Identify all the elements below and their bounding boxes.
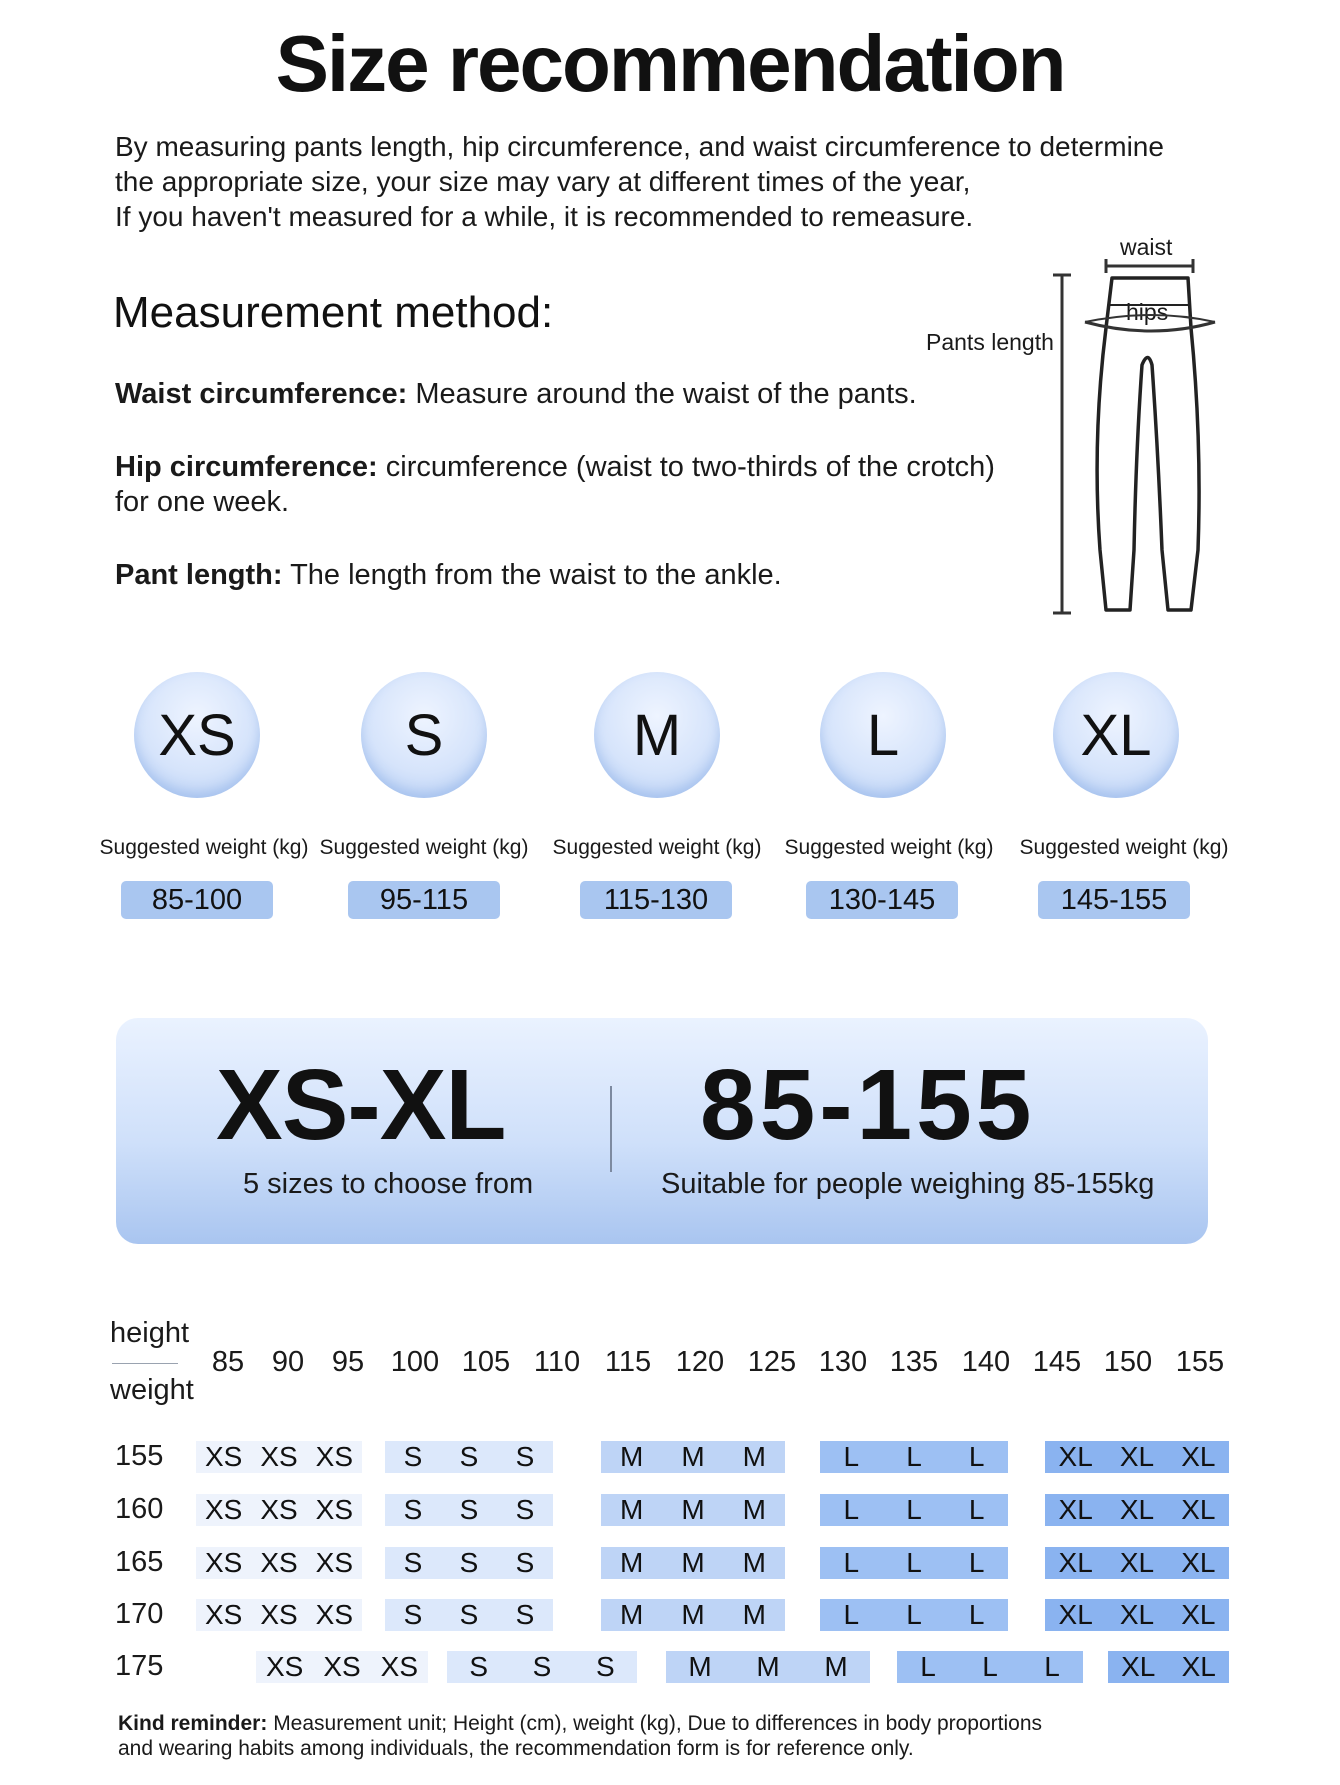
table-column-110: 110 bbox=[533, 1346, 581, 1378]
size-cell-m: M bbox=[681, 1494, 705, 1525]
size-cell-xs: XS bbox=[204, 1599, 243, 1630]
table-row bbox=[1108, 1651, 1229, 1683]
size-cell-s: S bbox=[532, 1651, 552, 1682]
table-header-height: height bbox=[110, 1317, 190, 1349]
intro-line-1: By measuring pants length, hip circumference, and waist circumference to determine bbox=[115, 131, 1164, 162]
size-cell-l: L bbox=[906, 1547, 922, 1578]
table-row bbox=[1045, 1547, 1229, 1579]
size-cell-xs: XS bbox=[265, 1651, 304, 1682]
size-cell-l: L bbox=[843, 1547, 860, 1578]
intro-line-3: If you haven't measured for a while, it is recommended to remeasure. bbox=[115, 201, 974, 232]
weight-range-l: 130-145 bbox=[806, 881, 958, 919]
size-cell-m: M bbox=[681, 1599, 705, 1630]
weight-range-m: 115-130 bbox=[580, 881, 732, 919]
table-row bbox=[820, 1599, 1008, 1631]
size-circle-m: M bbox=[594, 672, 720, 798]
table-row bbox=[1045, 1441, 1229, 1473]
size-cell-xs: XS bbox=[315, 1547, 353, 1578]
size-cell-s: S bbox=[459, 1441, 479, 1472]
table-row bbox=[196, 1547, 362, 1579]
def-length-text: The length from the waist to the ankle. bbox=[282, 559, 782, 591]
size-cell-l: L bbox=[920, 1651, 936, 1682]
table-header-weight: weight bbox=[110, 1374, 194, 1406]
size-cell-xl: XL bbox=[1181, 1441, 1216, 1472]
table-column-100: 100 bbox=[390, 1346, 440, 1378]
size-cell-xs: XS bbox=[204, 1494, 243, 1525]
def-waist bbox=[115, 378, 917, 411]
size-cell-m: M bbox=[824, 1651, 848, 1682]
banner-weight-caption: Suitable for people weighing 85-155kg bbox=[661, 1168, 1155, 1200]
table-row-label: 165 bbox=[115, 1546, 164, 1578]
size-cell-m: M bbox=[620, 1599, 644, 1630]
weight-label-m: Suggested weight (kg) bbox=[552, 836, 762, 859]
size-cell-xs: XS bbox=[260, 1599, 298, 1630]
size-cell-s: S bbox=[595, 1651, 615, 1682]
weight-label-l: Suggested weight (kg) bbox=[784, 836, 994, 859]
size-cell-m: M bbox=[742, 1547, 766, 1578]
table-row bbox=[601, 1599, 785, 1631]
size-cell-s: S bbox=[403, 1599, 423, 1630]
size-cell-xl: XL bbox=[1181, 1494, 1216, 1525]
size-cell-xl: XL bbox=[1119, 1441, 1155, 1472]
size-cell-xl: XL bbox=[1058, 1599, 1093, 1630]
def-hip-line2: for one week. bbox=[115, 486, 290, 518]
table-column-140: 140 bbox=[961, 1346, 1011, 1378]
size-cell-xs: XS bbox=[380, 1651, 418, 1682]
table-row bbox=[601, 1494, 785, 1526]
weight-range-s: 95-115 bbox=[348, 881, 500, 919]
size-circle-s: S bbox=[361, 672, 487, 798]
size-cell-m: M bbox=[688, 1651, 712, 1682]
weight-range-xs: 85-100 bbox=[121, 881, 273, 919]
table-row bbox=[385, 1494, 553, 1526]
size-cell-m: M bbox=[681, 1547, 705, 1578]
size-cell-s: S bbox=[515, 1547, 535, 1578]
size-cell-m: M bbox=[620, 1441, 644, 1472]
size-cell-xl: XL bbox=[1181, 1651, 1216, 1682]
size-cell-xl: XL bbox=[1119, 1494, 1155, 1525]
size-cell-m: M bbox=[742, 1494, 766, 1525]
table-row bbox=[897, 1651, 1083, 1683]
table-row bbox=[601, 1547, 785, 1579]
table-row bbox=[385, 1441, 553, 1473]
method-heading: Measurement method: bbox=[113, 288, 554, 337]
size-cell-l: L bbox=[843, 1441, 860, 1472]
size-cell-xs: XS bbox=[204, 1441, 243, 1472]
size-cell-xs: XS bbox=[260, 1441, 298, 1472]
diagram-length-label: Pants length bbox=[926, 329, 1054, 355]
size-cell-xs: XS bbox=[315, 1599, 353, 1630]
pants-diagram-icon bbox=[1040, 250, 1220, 620]
diagram-waist-label: waist bbox=[1120, 234, 1173, 260]
banner-size-range: XS-XL bbox=[216, 1049, 506, 1161]
size-cell-xl: XL bbox=[1119, 1599, 1155, 1630]
size-cell-l: L bbox=[968, 1441, 985, 1472]
table-row bbox=[601, 1441, 785, 1473]
size-cell-l: L bbox=[906, 1494, 922, 1525]
table-column-130: 130 bbox=[818, 1346, 868, 1378]
table-row bbox=[1045, 1599, 1229, 1631]
size-cell-xs: XS bbox=[204, 1547, 243, 1578]
size-circle-l: L bbox=[820, 672, 946, 798]
size-cell-xl: XL bbox=[1058, 1441, 1093, 1472]
size-cell-l: L bbox=[968, 1547, 985, 1578]
size-cell-m: M bbox=[756, 1651, 780, 1682]
table-header-divider bbox=[112, 1363, 178, 1364]
weight-label-xl: Suggested weight (kg) bbox=[1019, 836, 1229, 859]
size-cell-xl: XL bbox=[1181, 1547, 1216, 1578]
kind-reminder-line2: and wearing habits among individuals, the recommendation form is for reference only. bbox=[118, 1737, 914, 1760]
table-column-120: 120 bbox=[675, 1346, 725, 1378]
kind-reminder bbox=[118, 1712, 1042, 1736]
size-cell-s: S bbox=[469, 1651, 488, 1682]
banner-weight-range: 85-155 bbox=[700, 1049, 1036, 1161]
table-row bbox=[820, 1441, 1008, 1473]
table-row bbox=[447, 1651, 637, 1683]
weight-label-xs: Suggested weight (kg) bbox=[99, 836, 309, 859]
weight-range-xl: 145-155 bbox=[1038, 881, 1190, 919]
table-row-label: 175 bbox=[115, 1650, 164, 1682]
table-column-105: 105 bbox=[461, 1346, 511, 1378]
size-cell-l: L bbox=[906, 1441, 922, 1472]
size-cell-s: S bbox=[459, 1494, 479, 1525]
size-cell-s: S bbox=[515, 1599, 535, 1630]
size-cell-l: L bbox=[968, 1494, 985, 1525]
table-row-label: 155 bbox=[115, 1440, 164, 1472]
size-cell-xl: XL bbox=[1181, 1599, 1216, 1630]
def-waist-text: Measure around the waist of the pants. bbox=[407, 378, 917, 410]
size-cell-s: S bbox=[459, 1599, 479, 1630]
table-column-135: 135 bbox=[889, 1346, 939, 1378]
def-hip bbox=[115, 451, 995, 484]
table-row bbox=[196, 1441, 362, 1473]
size-cell-xl: XL bbox=[1121, 1651, 1156, 1682]
intro-line-2: the appropriate size, your size may vary at different times of the year, bbox=[115, 166, 971, 197]
weight-label-s: Suggested weight (kg) bbox=[319, 836, 529, 859]
size-cell-m: M bbox=[742, 1441, 766, 1472]
page-title: Size recommendation bbox=[275, 19, 1065, 108]
table-column-90: 90 bbox=[271, 1346, 305, 1378]
kind-reminder-term: Kind reminder: bbox=[118, 1712, 268, 1735]
size-cell-l: L bbox=[843, 1494, 860, 1525]
table-row bbox=[820, 1547, 1008, 1579]
table-column-150: 150 bbox=[1103, 1346, 1153, 1378]
size-cell-m: M bbox=[742, 1599, 766, 1630]
table-column-115: 115 bbox=[604, 1346, 652, 1378]
size-cell-xs: XS bbox=[260, 1547, 298, 1578]
size-cell-xs: XS bbox=[260, 1494, 298, 1525]
table-row bbox=[1045, 1494, 1229, 1526]
size-cell-xs: XS bbox=[315, 1441, 353, 1472]
table-row bbox=[256, 1651, 428, 1683]
banner-size-caption: 5 sizes to choose from bbox=[243, 1168, 534, 1200]
size-cell-l: L bbox=[843, 1599, 860, 1630]
size-cell-s: S bbox=[403, 1494, 423, 1525]
table-column-95: 95 bbox=[331, 1346, 365, 1378]
size-cell-m: M bbox=[620, 1494, 644, 1525]
size-cell-l: L bbox=[982, 1651, 998, 1682]
size-cell-xs: XS bbox=[315, 1494, 353, 1525]
size-cell-s: S bbox=[459, 1547, 479, 1578]
table-row-label: 170 bbox=[115, 1598, 164, 1630]
diagram-hips-label: hips bbox=[1126, 299, 1169, 325]
banner-divider bbox=[610, 1086, 612, 1172]
size-cell-m: M bbox=[681, 1441, 705, 1472]
size-circle-xl: XL bbox=[1053, 672, 1179, 798]
def-hip-text: circumference (waist to two-thirds of the crotch) bbox=[377, 451, 995, 483]
size-cell-s: S bbox=[403, 1547, 423, 1578]
table-row bbox=[196, 1494, 362, 1526]
table-row bbox=[385, 1599, 553, 1631]
size-cell-s: S bbox=[515, 1494, 535, 1525]
size-cell-xl: XL bbox=[1058, 1494, 1093, 1525]
table-column-85: 85 bbox=[211, 1346, 245, 1378]
def-waist-term: Waist circumference: bbox=[115, 378, 408, 410]
size-cell-s: S bbox=[515, 1441, 535, 1472]
size-cell-m: M bbox=[620, 1547, 644, 1578]
def-length bbox=[115, 559, 782, 592]
table-row bbox=[820, 1494, 1008, 1526]
table-row-label: 160 bbox=[115, 1493, 164, 1525]
def-length-term: Pant length: bbox=[115, 559, 283, 591]
size-cell-s: S bbox=[403, 1441, 423, 1472]
def-hip-term: Hip circumference: bbox=[115, 451, 378, 483]
table-column-145: 145 bbox=[1032, 1346, 1082, 1378]
size-cell-xl: XL bbox=[1058, 1547, 1093, 1578]
table-row bbox=[666, 1651, 870, 1683]
size-cell-xl: XL bbox=[1119, 1547, 1155, 1578]
kind-reminder-line1: Measurement unit; Height (cm), weight (kg), Due to differences in body proportions bbox=[267, 1712, 1043, 1735]
table-row bbox=[385, 1547, 553, 1579]
size-cell-xs: XS bbox=[323, 1651, 361, 1682]
table-column-125: 125 bbox=[747, 1346, 797, 1378]
size-circle-xs: XS bbox=[134, 672, 260, 798]
table-column-155: 155 bbox=[1175, 1346, 1225, 1378]
table-row bbox=[196, 1599, 362, 1631]
size-cell-l: L bbox=[1044, 1651, 1060, 1682]
size-cell-l: L bbox=[906, 1599, 922, 1630]
size-cell-l: L bbox=[968, 1599, 985, 1630]
